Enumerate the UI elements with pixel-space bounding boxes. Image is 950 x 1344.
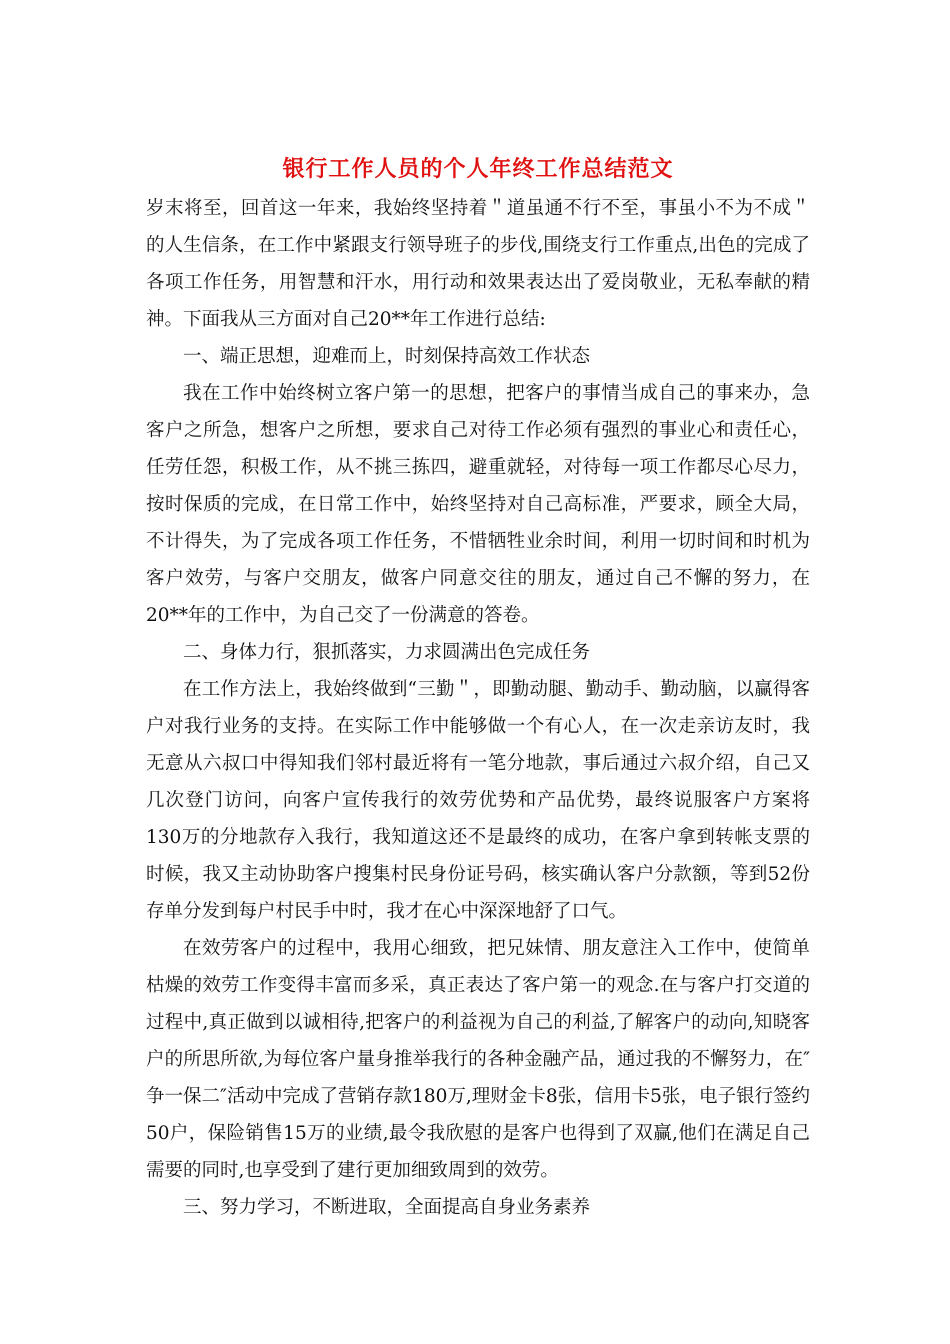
section-heading-2: 二、身体力行，狠抓落实，力求圆满出色完成任务: [183, 642, 591, 663]
document-body: [146, 190, 810, 1226]
body-paragraph: 在工作方法上，我始终做到“三勤＂，即勤动腿、勤动手、勤动脑，以赢得客户对我行业务的支持。在实际工作中能够做一个有心人，在一次走亲访友时，我无意从六叔口中得知我们邻村最近将有一笔分地款，事后通过六叔介绍，自己又几次登门访问，向客户宣传我行的效劳优势和产品优势，最终说服客户方案将130万的分地款存入我行，我知道这还不是最终的成功，在客户拿到转帐支票的时候，我又主动协助客户搜集村民身份证号码，核实确认客户分款额，等到52份存单分发到每户村民手中时，我才在心中深深地舒了口气。: [146, 679, 810, 922]
document-title: 银行工作人员的个人年终工作总结范文: [282, 156, 674, 182]
intro-paragraph: 岁末将至，回首这一年来，我始终坚持着＂道虽通不行不至，事虽小不为不成＂的人生信条，在工作中紧跟支行领导班子的步伐,围绕支行工作重点,出色的完成了各项工作任务，用智慧和汗水，用行动和效果表达出了爱岗敬业，无私奉献的精神。下面我从三方面对自己20**年工作进行总结:: [146, 198, 810, 330]
body-paragraph: 我在工作中始终树立客户第一的思想，把客户的事情当成自己的事来办，急客户之所急，想客户之所想，要求自己对待工作必须有强烈的事业心和责任心，任劳任怨，积极工作，从不挑三拣四，避重就轻，对待每一项工作都尽心尽力，按时保质的完成，在日常工作中，始终坚持对自己高标准，严要求，顾全大局，不计得失，为了完成各项工作任务，不惜牺牲业余时间，利用一切时间和时机为客户效劳，与客户交朋友，做客户同意交往的朋友，通过自己不懈的努力，在20**年的工作中，为自己交了一份满意的答卷。: [146, 383, 810, 626]
section-heading-3: 三、努力学习，不断进取，全面提高自身业务素养: [183, 1197, 591, 1218]
body-paragraph: 在效劳客户的过程中，我用心细致，把兄妹情、朋友意注入工作中，使简单枯燥的效劳工作变得丰富而多采，真正表达了客户第一的观念.在与客户打交道的过程中,真正做到以诚相待,把客户的利益视为自己的利益,了解客户的动向,知晓客户的所思所欲,为每位客户量身推举我行的各种金融产品，通过我的不懈努力，在″争一保二″活动中完成了营销存款180万,理财金卡8张，信用卡5张，电子银行签约50户，保险销售15万的业绩,最令我欣慰的是客户也得到了双赢,他们在满足自己需要的同时,也享受到了建行更加细致周到的效劳。: [146, 938, 810, 1181]
document-page: [146, 150, 810, 1226]
section-heading-1: 一、端正思想，迎难而上，时刻保持高效工作状态: [183, 346, 591, 367]
